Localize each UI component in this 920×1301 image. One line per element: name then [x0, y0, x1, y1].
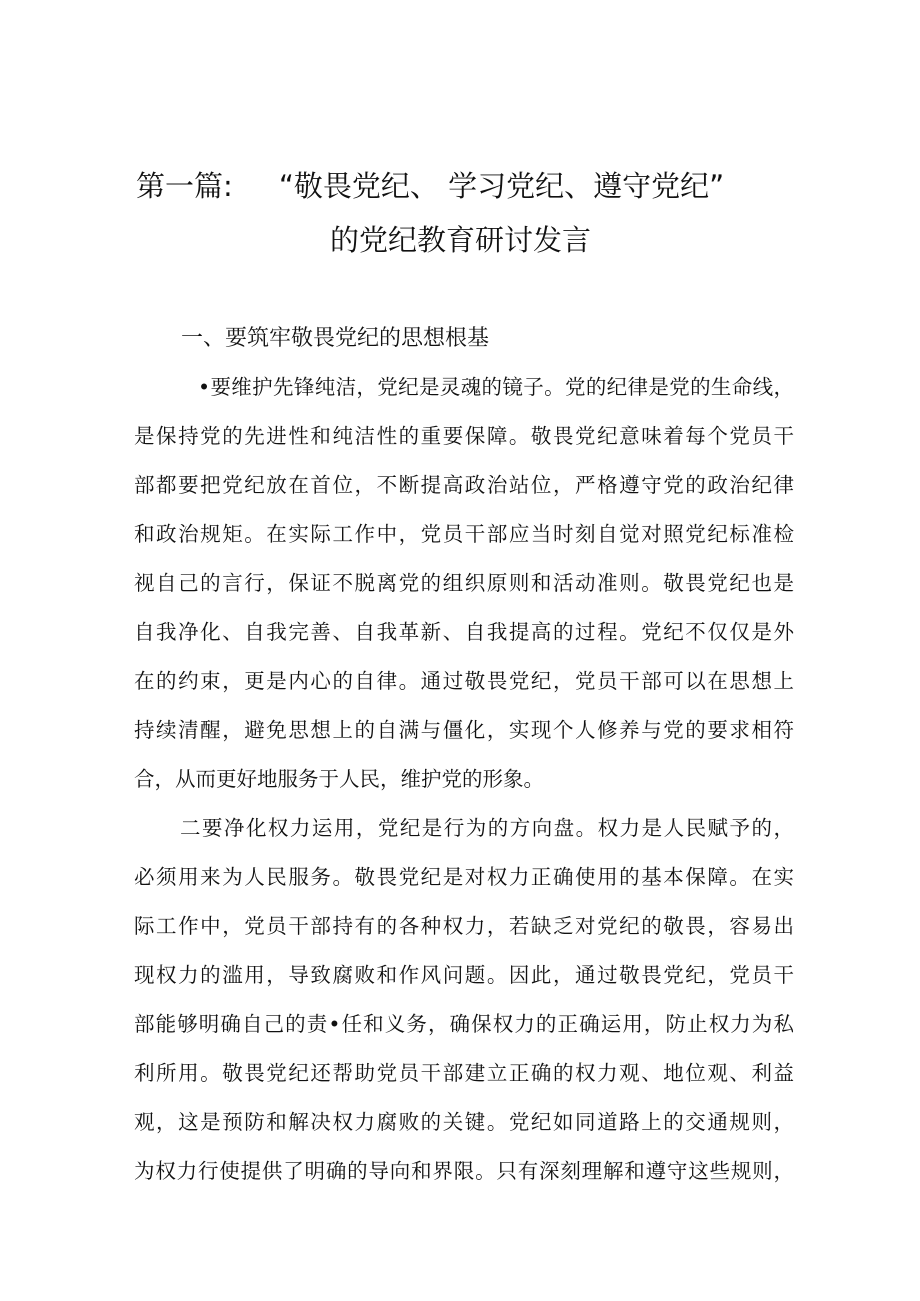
- paragraph-line: 际工作中，党员干部持有的各种权力，若缺乏对党纪的敬畏，容易出: [134, 914, 794, 938]
- paragraph-line: 现权力的滥用，导致腐败和作风问题。因此，通过敬畏党纪，党员干: [134, 963, 794, 987]
- document-title-line-1: 第一篇: “敬畏党纪、 学习党纪、遵守党纪”: [136, 169, 725, 203]
- paragraph-line: 利所用。敬畏党纪还帮助党员干部建立正确的权力观、地位观、利益: [134, 1061, 794, 1085]
- paragraph-line: 为权力行使提供了明确的导向和界限。只有深刻理解和遵守这些规则，: [134, 1159, 794, 1183]
- paragraph-line: 二要净化权力运用，党纪是行为的方向盘。权力是人民赋予的，: [180, 816, 794, 840]
- paragraph-line: 部都要把党纪放在首位，不断提高政治站位，严格遵守党的政治纪律: [134, 473, 794, 497]
- paragraph-line: 合，从而更好地服务于人民，维护党的形象。: [134, 767, 544, 791]
- paragraph-line: 视自己的言行，保证不脱离党的组织原则和活动准则。敬畏党纪也是: [134, 571, 794, 595]
- paragraph-line: 持续清醒，避免思想上的自满与僵化，实现个人修养与党的要求相符: [134, 718, 794, 742]
- paragraph-line: 和政治规矩。在实际工作中，党员干部应当时刻自觉对照党纪标准检: [134, 522, 794, 546]
- paragraph-line: •要维护先锋纯洁，党纪是灵魂的镜子。党的纪律是党的生命线，: [198, 375, 794, 399]
- paragraph-line: 自我净化、自我完善、自我革新、自我提高的过程。党纪不仅仅是外: [134, 620, 794, 644]
- paragraph-line: 必须用来为人民服务。敬畏党纪是对权力正确使用的基本保障。在实: [134, 865, 794, 889]
- paragraph-line: 在的约束，更是内心的自律。通过敬畏党纪，党员干部可以在思想上: [134, 669, 794, 693]
- section-heading: 一、要筑牢敬畏党纪的思想根基: [181, 326, 490, 351]
- paragraph-line: 部能够明确自己的责•任和义务，确保权力的正确运用，防止权力为私: [134, 1012, 794, 1036]
- paragraph-line: 是保持党的先进性和纯洁性的重要保障。敬畏党纪意味着每个党员干: [134, 424, 794, 448]
- document-title-line-2: 的党纪教育研讨发言: [330, 223, 592, 257]
- paragraph-line: 观，这是预防和解决权力腐败的关键。党纪如同道路上的交通规则，: [134, 1110, 794, 1134]
